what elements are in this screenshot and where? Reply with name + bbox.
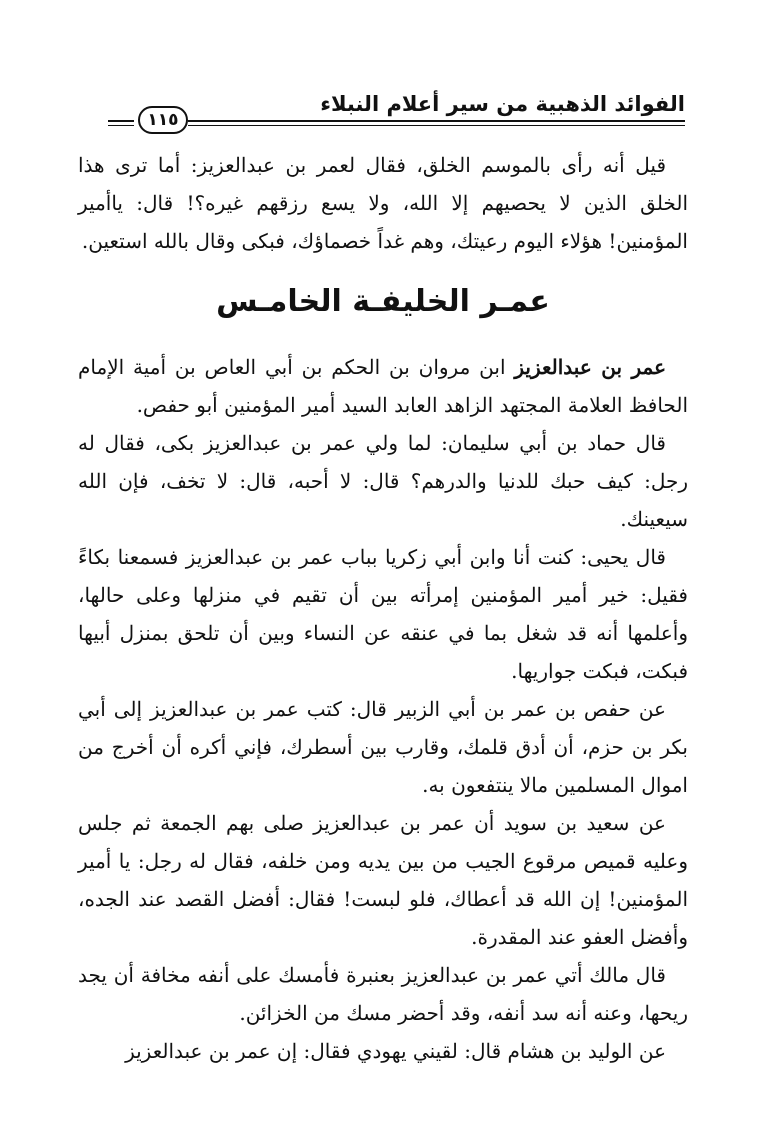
page-header — [108, 92, 685, 132]
intro-name: عمر بن عبدالعزيز — [514, 355, 666, 379]
page-number: ١١٥ — [138, 106, 188, 134]
header-rule — [188, 120, 685, 126]
paragraph: عن سعيد بن سويد أن عمر بن عبدالعزيز صلى بهم الجمعة ثم جلس وعليه قميص مرقوع الجيب من بين يديه ومن خلفه، فقال له رجل: يا أمير المؤمنين! إن الله قد أعطاك، فلو لبست! فقال: أفضل القصد عند الجده، وأفضل العفو عند المقدرة. — [78, 811, 688, 949]
running-title: الفوائد الذهبية من سير أعلام النبلاء — [320, 92, 685, 116]
page-body — [78, 146, 688, 1070]
header-short-rule — [108, 120, 134, 126]
paragraph: قال يحيى: كنت أنا وابن أبي زكريا بباب عمر بن عبدالعزيز فسمعنا بكاءً فقيل: خير أمير المؤمنين إمرأته بين أن تقيم في منزلها وعلى حالها، وأعلمها أنه قد شغل بما في عنقه عن النساء وبين أن تلحق بمنزل أبيها فبكت، فبكت جواريها. — [78, 545, 688, 683]
paragraph: قال مالك أتي عمر بن عبدالعزيز بعنبرة فأمسك على أنفه مخافة أن يجد ريحها، وعنه أنه سد أنفه، وقد أحضر مسك من الخزائن. — [78, 963, 688, 1025]
paragraph: قيل أنه رأى بالموسم الخلق، فقال لعمر بن عبدالعزيز: أما ترى هذا الخلق الذين لا يحصيهم إلا الله، ولا يسع رزقهم غيره؟! قال: ياأمير المؤمنين! هؤلاء اليوم رعيتك، وهم غداً خصماؤك، فبكى وقال بالله استعين. — [78, 153, 688, 253]
intro-text: ابن مروان بن الحكم بن أبي العاص بن أمية الإمام الحافظ العلامة المجتهد الزاهد العابد السيد أمير المؤمنين أبو حفص. — [78, 355, 688, 417]
paragraph: عن الوليد بن هشام قال: لقيني يهودي فقال: إن عمر بن عبدالعزيز — [125, 1039, 666, 1063]
paragraph: عن حفص بن عمر بن أبي الزبير قال: كتب عمر بن عبدالعزيز إلى أبي بكر بن حزم، أن أدق قلمك، وقارب بين أسطرك، فإني أكره أن أخرج من اموال المسلمين مالا ينتفعون به. — [78, 697, 688, 797]
section-intro — [78, 348, 688, 424]
paragraph: قال حماد بن أبي سليمان: لما ولي عمر بن عبدالعزيز بكى، فقال له رجل: كيف حبك للدنيا والدرهم؟ قال: لا أحبه، قال: لا تخف، فإن الله سيعينك. — [78, 431, 688, 531]
section-title: عمـر الخليفـة الخامـس — [216, 284, 550, 319]
